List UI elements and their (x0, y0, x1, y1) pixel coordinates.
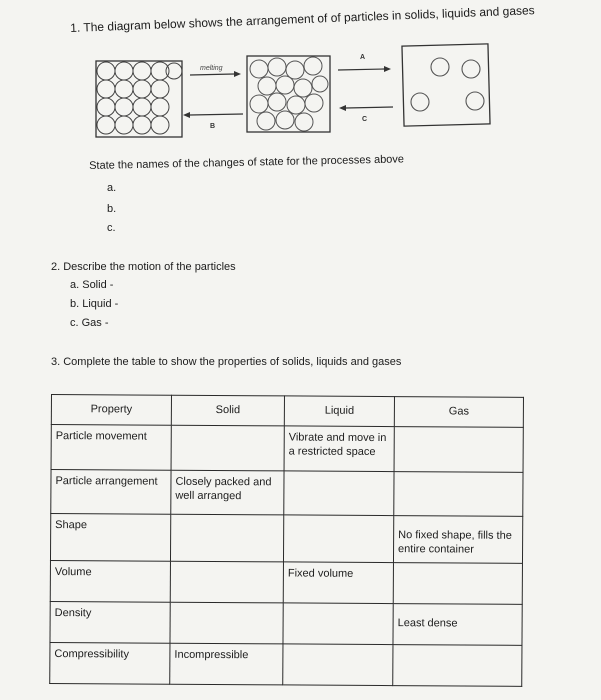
header-property: Property (51, 395, 171, 426)
q1-item-a: a. (107, 182, 117, 194)
q1-item-c: c. (107, 222, 116, 234)
q1-instruction: State the names of the changes of state for the processes above (89, 153, 405, 172)
liquid-particles-box (247, 56, 330, 132)
table-cell[interactable] (284, 471, 394, 516)
row-label: Density (50, 601, 170, 643)
question-1-title: 1. The diagram below shows the arrangement of of particles in solids, liquids and gases (70, 3, 535, 35)
q1-item-b: b. (107, 203, 117, 215)
table-row (51, 424, 523, 472)
header-gas: Gas (394, 397, 523, 428)
melting-label: melting (200, 65, 223, 72)
table-row (50, 601, 522, 645)
table-cell[interactable] (393, 562, 522, 604)
arrow-c (339, 105, 393, 111)
table-header-row (51, 395, 523, 428)
table-row (50, 514, 522, 563)
table-row (50, 560, 522, 604)
solid-particles-box (96, 61, 182, 137)
header-liquid: Liquid (284, 396, 394, 426)
table-cell[interactable]: Closely packed and well arranged (171, 470, 284, 515)
properties-table (49, 394, 524, 687)
states-of-matter-diagram (0, 0, 601, 160)
row-label: Compressibility (50, 642, 170, 684)
table-cell[interactable] (170, 561, 283, 603)
q2-item-liquid: b. Liquid - (70, 298, 119, 310)
table-cell[interactable] (283, 603, 393, 645)
table-cell[interactable] (283, 644, 393, 686)
row-label: Particle arrangement (51, 470, 171, 515)
question-2-title: 2. Describe the motion of the particles (51, 261, 236, 273)
table-cell[interactable]: Vibrate and move in a restricted space (284, 426, 394, 472)
table-cell[interactable] (171, 425, 284, 471)
row-label: Particle movement (51, 424, 171, 470)
table-cell[interactable] (394, 426, 523, 472)
arrow-a-label: A (360, 54, 366, 61)
q2-item-solid: a. Solid - (70, 279, 114, 291)
table-row (50, 642, 522, 686)
arrow-c-label: C (362, 116, 368, 123)
table-cell[interactable]: Fixed volume (283, 561, 393, 603)
table-cell[interactable]: Incompressible (170, 643, 283, 685)
table-cell[interactable]: Least dense (393, 603, 522, 645)
question-3-title: 3. Complete the table to show the properties of solids, liquids and gases (51, 356, 402, 368)
table-cell[interactable] (283, 515, 393, 562)
table-cell[interactable] (170, 602, 283, 644)
header-solid: Solid (171, 395, 284, 426)
gas-particles-box (402, 44, 490, 126)
q2-item-gas: c. Gas - (70, 317, 109, 329)
table-cell[interactable] (393, 644, 522, 686)
arrow-b-label: B (210, 123, 216, 130)
arrow-b (183, 112, 243, 118)
arrow-a (338, 66, 391, 72)
table-cell[interactable]: No fixed shape, fills the entire container (393, 516, 522, 563)
row-label: Shape (50, 514, 170, 561)
row-label: Volume (50, 560, 170, 602)
table-row (51, 470, 523, 517)
table-cell[interactable] (394, 472, 523, 517)
table-cell[interactable] (170, 515, 283, 562)
